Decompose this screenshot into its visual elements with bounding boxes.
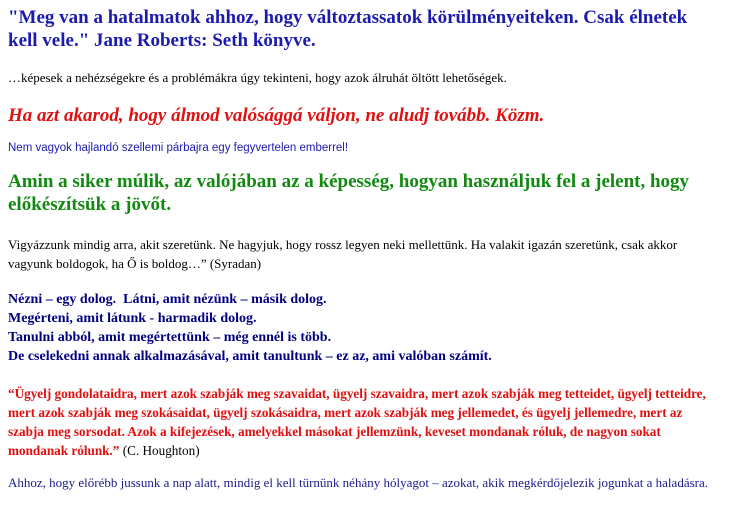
quote-seeing-line: Megérteni, amit látunk - harmadik dolog. — [8, 311, 257, 326]
quote-seeing-line: Nézni – egy dolog. Látni, amit nézünk – másik dolog. — [8, 292, 327, 307]
quote-seeing-line: Tanulni abból, amit megértettünk – még ennél is több. — [8, 330, 332, 345]
quote-blisters: Ahhoz, hogy előrébb jussunk a nap alatt, mindig el kell türnünk néhány hólyagot – azokat, akik megkérdőjelezik jogunkat a haladásra. — [8, 475, 708, 490]
quote-houghton-author: (C. Houghton) — [119, 443, 200, 458]
quote-houghton-text: “Ügyelj gondolataidra, mert azok szabják meg szavaidat, ügyelj szavaidra, mert azok szabják meg tetteidet, ügyelj tetteidre, mert azok szabják meg szokásaidat, ügyelj szokásaidra, mert azok szabják meg jellemedet, és ügyelj jellemedre, mert az szabja meg sorsodat. Azok a kifejezések, amelyekkel másokat jellemzünk, keveset mondanak róluk, de nagyon sokat mondanak rólunk.” — [8, 386, 706, 458]
quote-houghton — [8, 384, 720, 460]
quote-seth: "Meg van a hatalmatok ahhoz, hogy változtassatok körülményeiteken. Csak élnetek kell vele." Jane Roberts: Seth könyve. — [8, 7, 688, 51]
quote-seeing — [8, 290, 720, 366]
quote-duel: Nem vagyok hajlandó szellemi párbajra egy fegyvertelen emberrel! — [8, 142, 349, 154]
quote-opportunities: …képesek a nehézségekre és a problémákra úgy tekinteni, hogy azok álruhát öltött lehetőségek. — [8, 70, 507, 85]
quote-success: Amin a siker múlik, az valójában az a képesség, hogyan használjuk fel a jelent, hogy előkészítsük a jövőt. — [8, 171, 690, 215]
quote-seeing-line: De cselekedni annak alkalmazásával, amit tanultunk – ez az, ami valóban számít. — [8, 349, 492, 364]
quote-love: Vigyázzunk mindig arra, akit szeretünk. Ne hagyjuk, hogy rossz legyen neki mellettünk. Ha valakit igazán szeretünk, csak akkor vagyunk boldogok, ha Ő is boldog…” (Syradan) — [8, 237, 678, 271]
quote-dream: Ha azt akarod, hogy álmod valósággá váljon, ne aludj tovább. Közm. — [8, 105, 545, 126]
